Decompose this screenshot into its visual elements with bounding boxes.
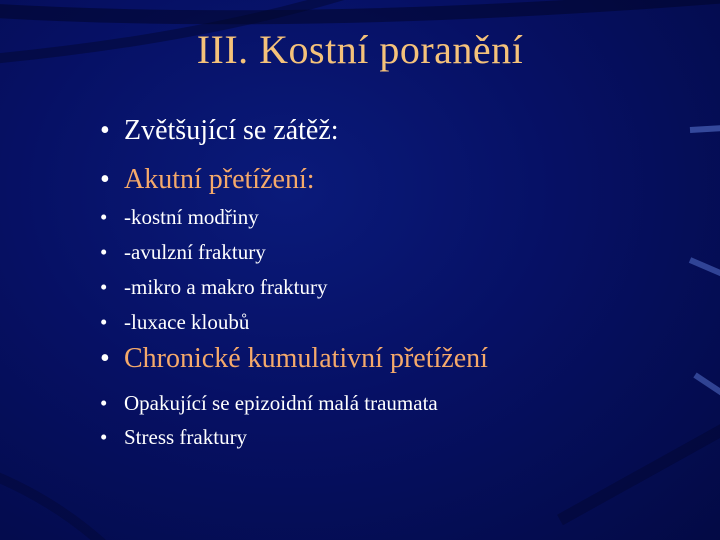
bullet-item	[100, 343, 488, 375]
bullet-dot: •	[100, 275, 108, 299]
bullet-item	[100, 310, 249, 335]
bullet-item	[100, 164, 315, 196]
bullet-text: -mikro a makro fraktury	[124, 275, 328, 299]
bullet-item	[100, 205, 259, 230]
bullet-text: -kostní modřiny	[124, 205, 259, 229]
bullet-text: Stress fraktury	[124, 425, 248, 449]
bullet-text: Opakující se epizoidní malá traumata	[124, 391, 438, 415]
bullet-dot: •	[100, 205, 108, 229]
slide-title: III. Kostní poranění	[196, 27, 524, 72]
bullet-item	[100, 240, 266, 265]
bullet-text: -avulzní fraktury	[124, 240, 266, 264]
bullet-item	[100, 275, 328, 300]
streak	[695, 375, 720, 395]
bullet-item	[100, 391, 438, 416]
bullet-text: Akutní přetížení:	[124, 164, 315, 195]
bullet-text: Zvětšující se zátěž:	[124, 115, 339, 146]
bullet-dot: •	[100, 343, 110, 374]
streak	[690, 260, 720, 275]
streak	[0, 0, 720, 17]
bullet-dot: •	[100, 240, 108, 264]
streak	[0, 470, 120, 540]
bullet-item	[100, 425, 247, 450]
bullet-text: -luxace kloubů	[124, 310, 250, 334]
bullet-dot: •	[100, 425, 108, 449]
bullet-dot: •	[100, 164, 110, 195]
bullet-text: Chronické kumulativní přetížení	[124, 343, 488, 374]
streak	[560, 420, 720, 520]
bullet-dot: •	[100, 310, 108, 334]
streak	[690, 128, 720, 130]
bullet-item	[100, 115, 339, 147]
bullet-dot: •	[100, 391, 108, 415]
bullet-dot: •	[100, 115, 110, 146]
